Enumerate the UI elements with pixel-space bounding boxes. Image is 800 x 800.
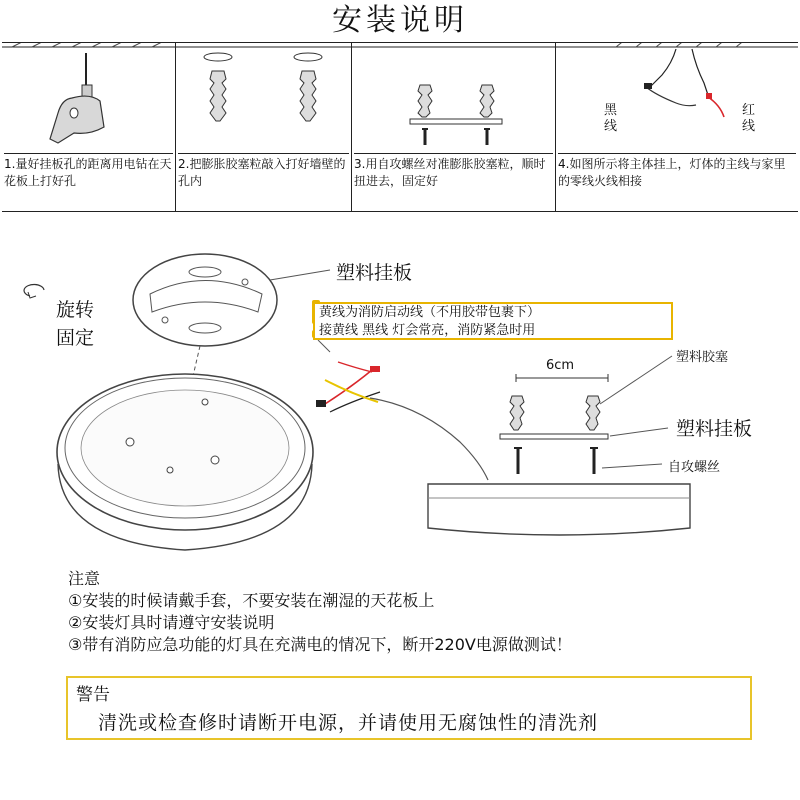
note-item-1: ①安装的时候请戴手套，不要安装在潮湿的天花板上 (68, 591, 435, 610)
anchor-label: 塑料胶塞 (676, 350, 729, 365)
step-4 (556, 43, 798, 211)
warning-line-1: 黄线为消防启动线（不用胶带包裹下） (319, 305, 541, 320)
caution-text: 清洗或检查修时请断开电源，并请使用无腐蚀性的清洗剂 (98, 712, 599, 734)
red-wire-label: 红 线 (742, 103, 756, 134)
plate-label-top: 塑料挂板 (336, 262, 413, 284)
anchor-illustration (176, 43, 352, 153)
install-steps (2, 42, 798, 212)
step-1 (2, 43, 176, 211)
step-1-caption: 1.量好挂板孔的距离用电钻在天花板上打好孔 (4, 153, 173, 190)
step-2-caption: 2.把膨胀胶塞粒敲入打好墙壁的孔内 (178, 153, 349, 190)
page-title: 安装说明 (332, 3, 468, 38)
notes-section (68, 568, 572, 656)
step-4-caption: 4.如图所示将主体挂上，灯体的主线与家里的零线火线相接 (558, 153, 796, 190)
dimension-label: 6cm (546, 358, 575, 373)
notes-heading: 注意 (68, 569, 101, 588)
screw-illustration (352, 43, 556, 153)
note-item-3: ③带有消防应急功能的灯具在充满电的情况下，断开220V电源做测试！ (68, 635, 572, 654)
step-2 (176, 43, 352, 211)
screw-label: 自攻螺丝 (668, 460, 721, 475)
note-item-2: ②安装灯具时请遵守安装说明 (68, 613, 275, 632)
step-3-caption: 3.用自攻螺丝对准膨胀胶塞粒，顺时扭进去，固定好 (354, 153, 553, 190)
caution-heading: 警告 (76, 685, 110, 705)
black-wire-label: 黑 线 (604, 103, 618, 134)
drill-illustration (2, 43, 176, 153)
warning-line-2: 接黄线 黑线 灯会常亮，消防紧急时用 (319, 323, 536, 338)
caution-box (66, 676, 752, 740)
rotate-fix-label: 旋转 固定 (56, 299, 95, 349)
plate-label-right: 塑料挂板 (676, 418, 753, 440)
wiring-illustration (556, 43, 798, 153)
fire-wire-warning (313, 302, 673, 340)
step-3 (352, 43, 556, 211)
